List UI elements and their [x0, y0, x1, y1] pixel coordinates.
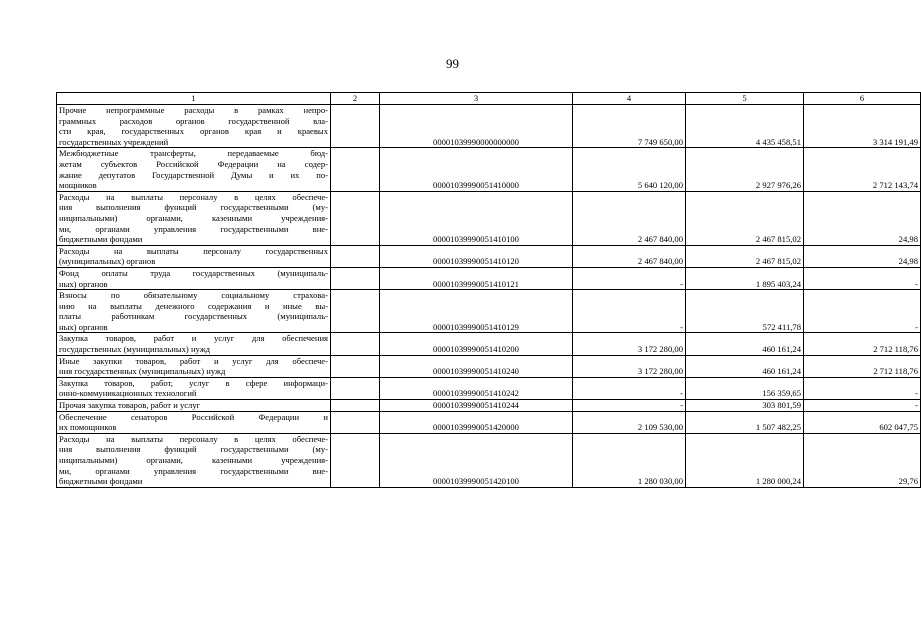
row-col2 [331, 245, 380, 267]
row-value-5: 572 411,78 [686, 290, 804, 333]
description-line: ниципальными) органами, казенными учреждения- [59, 212, 328, 223]
row-value-5: 2 467 815,02 [686, 245, 804, 267]
description-line: бюджетными фондами [59, 234, 143, 245]
row-col2 [331, 377, 380, 399]
description-line: ния государственных (муниципальных) нужд [59, 366, 226, 377]
row-value-6: 2 712 143,74 [804, 148, 921, 191]
row-value-6: 602 047,75 [804, 411, 921, 433]
description-line: Расходы на выплаты персоналу в целях обеспече- [59, 433, 328, 444]
row-value-6: - [804, 290, 921, 333]
row-value-4: 5 640 120,00 [573, 148, 686, 191]
table-row [57, 377, 921, 399]
description-line: ми, органами управления государственными вне- [59, 465, 328, 476]
description-line: жетам субъектов Российской Федерации на содер- [59, 158, 328, 169]
row-col2 [331, 411, 380, 433]
row-value-4: 2 467 840,00 [573, 245, 686, 267]
row-col2 [331, 105, 380, 148]
description-line: мощников [59, 180, 97, 191]
row-value-4: 3 172 280,00 [573, 333, 686, 355]
description-line: Расходы на выплаты персоналу государственных [59, 245, 328, 256]
description-line: Межбюджетные трансферты, передаваемые бюд- [59, 148, 328, 159]
row-value-5: 2 467 815,02 [686, 191, 804, 245]
table-row [57, 105, 921, 148]
row-value-4: - [573, 267, 686, 289]
row-description [57, 433, 331, 487]
description-line: Взносы по обязательному социальному страхова- [59, 290, 328, 301]
row-description [57, 105, 331, 148]
description-line: ных) органов [59, 321, 108, 332]
row-code: 00001039990000000000 [380, 105, 573, 148]
row-code: 00001039990051410129 [380, 290, 573, 333]
row-col2 [331, 148, 380, 191]
description-line: государственных учреждений [59, 136, 169, 147]
row-description [57, 411, 331, 433]
row-value-4: 1 280 030,00 [573, 433, 686, 487]
column-header-5: 5 [686, 93, 804, 105]
row-value-5: 1 280 000,24 [686, 433, 804, 487]
row-value-5: 460 161,24 [686, 333, 804, 355]
table-row [57, 355, 921, 377]
row-value-4: 7 749 650,00 [573, 105, 686, 148]
row-description [57, 148, 331, 191]
description-line: их помощников [59, 422, 117, 433]
description-line: граммных расходов органов государственной вла- [59, 115, 328, 126]
row-col2 [331, 290, 380, 333]
row-value-6: 3 314 191,49 [804, 105, 921, 148]
row-col2 [331, 191, 380, 245]
description-line: Расходы на выплаты персоналу в целях обеспече- [59, 191, 328, 202]
row-value-5: 303 801,59 [686, 400, 804, 412]
table-row [57, 400, 921, 412]
row-value-6: 29,76 [804, 433, 921, 487]
row-value-4: - [573, 400, 686, 412]
row-description [57, 191, 331, 245]
description-line: Обеспечение сенаторов Российской Федерации и [59, 411, 328, 422]
description-line: сти края, государственных органов края и краевых [59, 126, 328, 137]
description-line: ния выполнения функций государственными (му- [59, 202, 328, 213]
row-col2 [331, 433, 380, 487]
row-code: 00001039990051410000 [380, 148, 573, 191]
description-line: Иные закупки товаров, работ и услуг для обеспече- [59, 355, 328, 366]
description-line: Фонд оплаты труда государственных (муниципаль- [59, 267, 328, 278]
row-description [57, 400, 331, 412]
table-row [57, 411, 921, 433]
row-value-5: 4 435 458,51 [686, 105, 804, 148]
description-line: ния выполнения функций государственными (му- [59, 444, 328, 455]
table-row [57, 148, 921, 191]
row-value-6: - [804, 377, 921, 399]
row-description [57, 290, 331, 333]
row-value-6: - [804, 400, 921, 412]
description-line: Прочая закупка товаров, работ и услуг [59, 400, 201, 411]
row-value-5: 460 161,24 [686, 355, 804, 377]
row-code: 00001039990051420000 [380, 411, 573, 433]
row-code: 00001039990051410120 [380, 245, 573, 267]
row-value-6: - [804, 267, 921, 289]
description-line: онно-коммуникационных технологий [59, 388, 197, 399]
table-row [57, 433, 921, 487]
column-header-1: 1 [57, 93, 331, 105]
row-code: 00001039990051410121 [380, 267, 573, 289]
table-row [57, 267, 921, 289]
row-code: 00001039990051410240 [380, 355, 573, 377]
row-value-5: 1 507 482,25 [686, 411, 804, 433]
description-line: бюджетными фондами [59, 476, 143, 487]
row-value-4: 3 172 280,00 [573, 355, 686, 377]
row-code: 00001039990051410244 [380, 400, 573, 412]
column-header-6: 6 [804, 93, 921, 105]
row-value-4: 2 467 840,00 [573, 191, 686, 245]
row-value-5: 2 927 976,26 [686, 148, 804, 191]
row-col2 [331, 333, 380, 355]
row-code: 00001039990051420100 [380, 433, 573, 487]
row-col2 [331, 355, 380, 377]
row-value-5: 1 895 403,24 [686, 267, 804, 289]
row-description [57, 267, 331, 289]
row-description [57, 333, 331, 355]
row-value-4: 2 109 530,00 [573, 411, 686, 433]
row-value-6: 2 712 118,76 [804, 333, 921, 355]
budget-table [56, 92, 921, 488]
row-description [57, 245, 331, 267]
row-col2 [331, 267, 380, 289]
row-value-6: 24,98 [804, 191, 921, 245]
table-row [57, 290, 921, 333]
row-code: 00001039990051410100 [380, 191, 573, 245]
description-line: государственных (муниципальных) нужд [59, 344, 211, 355]
table-row [57, 333, 921, 355]
description-line: ных) органов [59, 278, 108, 289]
description-line: ми, органами управления государственными вне- [59, 223, 328, 234]
table-header-row [57, 93, 921, 105]
description-line: Закупка товаров, работ и услуг для обеспечения [59, 333, 328, 344]
description-line: ниципальными) органами, казенными учреждения- [59, 455, 328, 465]
row-value-4: - [573, 290, 686, 333]
column-header-2: 2 [331, 93, 380, 105]
description-line: нию на выплаты денежного содержания и иные вы- [59, 300, 328, 311]
description-line: жание депутатов Государственной Думы и их по- [59, 169, 328, 180]
description-line: (муниципальных) органов [59, 256, 156, 267]
row-col2 [331, 400, 380, 412]
row-value-6: 24,98 [804, 245, 921, 267]
description-line: платы работникам государственных (муниципаль- [59, 311, 328, 322]
row-code: 00001039990051410200 [380, 333, 573, 355]
row-description [57, 377, 331, 399]
page-number: 99 [446, 56, 459, 71]
row-value-5: 156 359,65 [686, 377, 804, 399]
column-header-4: 4 [573, 93, 686, 105]
row-code: 00001039990051410242 [380, 377, 573, 399]
column-header-3: 3 [380, 93, 573, 105]
description-line: Закупка товаров, работ, услуг в сфере информаци- [59, 377, 328, 388]
row-description [57, 355, 331, 377]
description-line: Прочие непрограммные расходы в рамках непро- [59, 105, 328, 115]
table-row [57, 191, 921, 245]
row-value-4: - [573, 377, 686, 399]
table-row [57, 245, 921, 267]
row-value-6: 2 712 118,76 [804, 355, 921, 377]
